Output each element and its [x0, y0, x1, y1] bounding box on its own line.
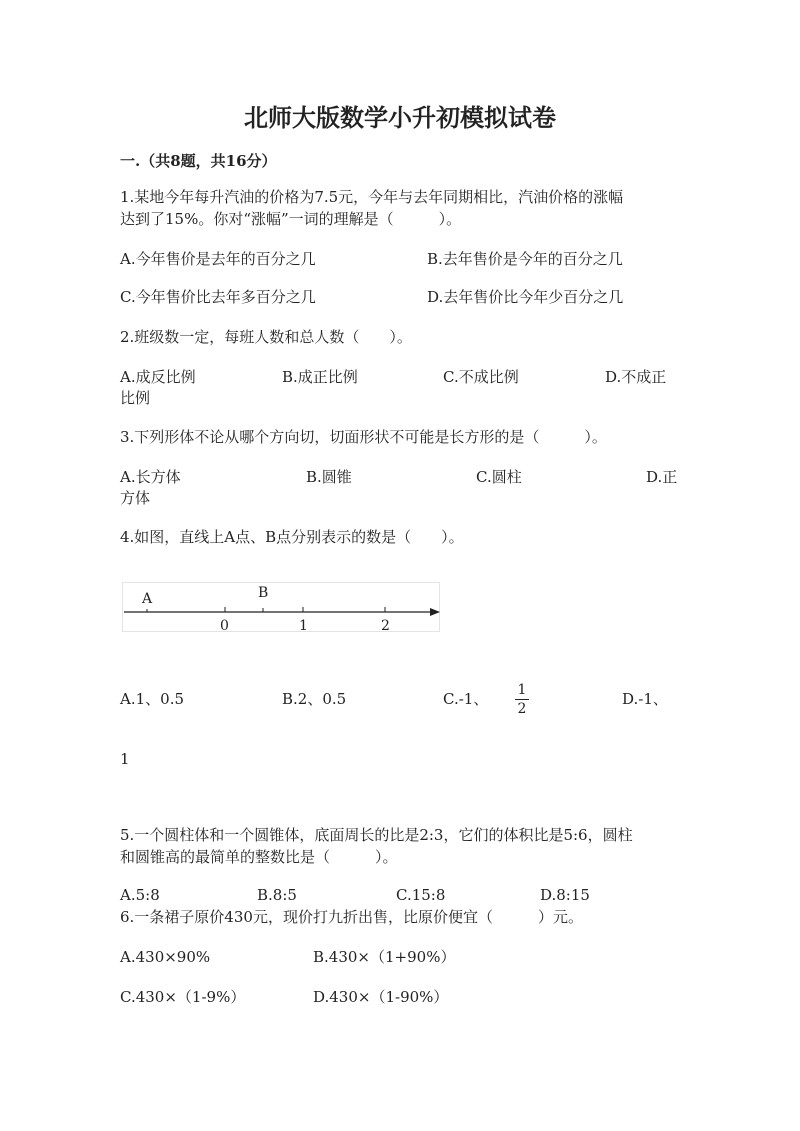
- question-6-option-d: D.430×（1-90%）: [313, 988, 449, 1006]
- question-1-option-b: B.去年售价是今年的百分之几: [427, 250, 623, 268]
- question-3-option-d-continued: 方体: [120, 489, 151, 507]
- question-2-stem: 2.班级数一定，每班人数和总人数（ ）。: [120, 328, 412, 346]
- question-3-option-c: C.圆柱: [476, 468, 522, 486]
- fraction-denominator: 2: [517, 701, 527, 717]
- question-2-option-a: A.成反比例: [120, 368, 196, 386]
- question-2-option-d: D.不成正: [605, 368, 667, 386]
- question-5-stem-line-1: 5.一个圆柱体和一个圆锥体，底面周长的比是2:3，它们的体积比是5:6，圆柱: [120, 826, 633, 844]
- question-1-option-d: D.去年售价比今年少百分之几: [427, 288, 624, 306]
- label-2: 2: [381, 618, 390, 634]
- figure-frame: [123, 583, 440, 632]
- fraction-bar: [515, 699, 529, 700]
- question-5-option-b: B.8:5: [257, 886, 297, 904]
- question-5-option-c: C.15:8: [396, 886, 446, 904]
- number-line-arrow: [430, 608, 440, 616]
- question-6-option-b: B.430×（1+90%）: [313, 948, 456, 966]
- question-2-option-c: C.不成比例: [443, 368, 519, 386]
- question-1-option-c: C.今年售价比去年多百分之几: [120, 288, 316, 306]
- label-b: B: [258, 585, 269, 601]
- page-title: 北师大版数学小升初模拟试卷: [244, 103, 556, 132]
- question-3-option-b: B.圆锥: [306, 468, 352, 486]
- number-line-figure: [122, 582, 444, 634]
- question-4-option-b: B.2、0.5: [282, 690, 347, 708]
- label-0: 0: [220, 618, 229, 634]
- question-6-option-a: A.430×90%: [120, 948, 211, 966]
- question-5-stem-line-2: 和圆锥高的最简单的整数比是（ ）。: [120, 848, 398, 866]
- question-4-option-d-continued: 1: [120, 750, 130, 768]
- question-2-option-b: B.成正比例: [282, 368, 358, 386]
- fraction-one-half: [515, 682, 529, 717]
- question-4-option-c: C.-1、: [443, 690, 489, 708]
- question-1-stem-line-2: 达到了15%。你对“涨幅”一词的理解是（ ）。: [120, 210, 462, 228]
- question-5-option-a: A.5:8: [120, 886, 160, 904]
- question-4-option-a: A.1、0.5: [120, 690, 184, 708]
- question-4-stem: 4.如图，直线上A点、B点分别表示的数是（ ）。: [120, 528, 464, 546]
- question-4-option-d: D.-1、: [622, 690, 668, 708]
- question-3-stem: 3.下列形体不论从哪个方向切，切面形状不可能是长方形的是（ ）。: [120, 428, 607, 446]
- question-6-stem: 6.一条裙子原价430元，现价打九折出售，比原价便宜（ ）元。: [120, 908, 583, 926]
- question-1-stem-line-1: 1.某地今年每升汽油的价格为7.5元，今年与去年同期相比，汽油价格的涨幅: [120, 188, 624, 206]
- question-6-option-c: C.430×（1-9%）: [120, 988, 246, 1006]
- section-heading: 一.（共8题，共16分）: [120, 152, 277, 170]
- fraction-numerator: 1: [517, 682, 527, 698]
- question-2-option-d-continued: 比例: [120, 389, 151, 407]
- question-3-option-d: D.正: [646, 468, 678, 486]
- label-a: A: [142, 591, 153, 607]
- question-1-option-a: A.今年售价是去年的百分之几: [120, 250, 316, 268]
- question-5-option-d: D.8:15: [540, 886, 590, 904]
- label-1: 1: [299, 618, 308, 634]
- question-3-option-a: A.长方体: [120, 468, 181, 486]
